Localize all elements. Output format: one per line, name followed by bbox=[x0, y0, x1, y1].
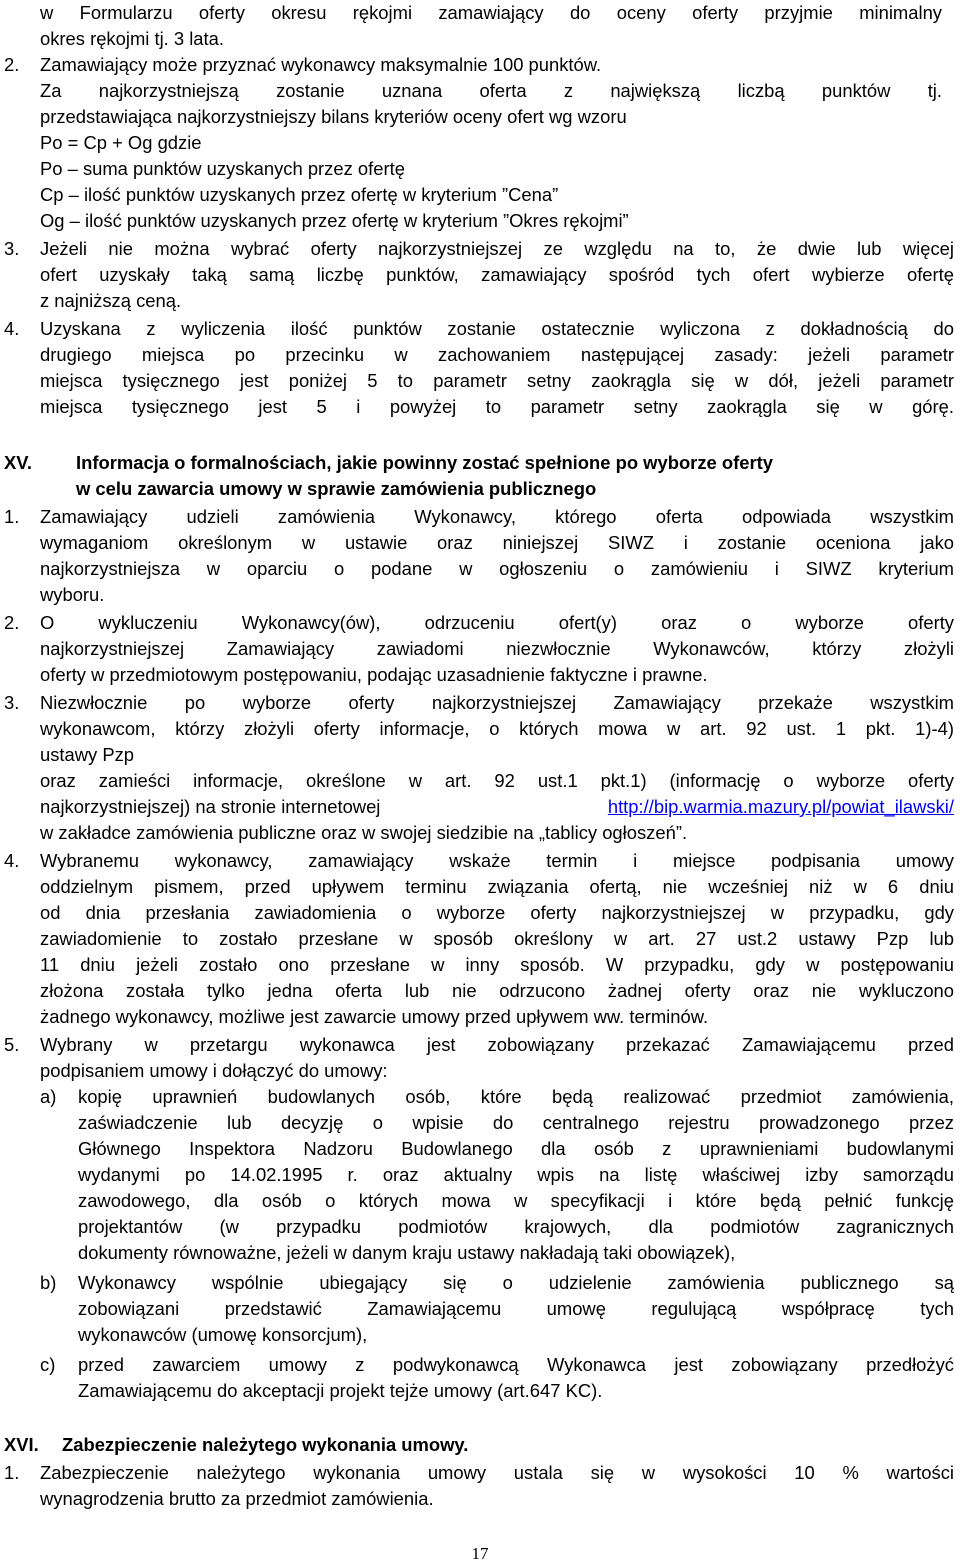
list-number: 3. bbox=[4, 238, 20, 259]
page-number: 17 bbox=[471, 1544, 489, 1563]
text-line: Wybrany w przetargu wykonawca jest zobowiązany przekazać Zamawiającemu przed bbox=[40, 1034, 954, 1055]
text-line: oddzielnym pismem, przed upływem terminu związania ofertą, nie wcześniej niż w 6 dniu bbox=[40, 876, 954, 897]
bip-link[interactable]: http://bip.warmia.mazury.pl/powiat_ilawski/ bbox=[607, 796, 954, 817]
text-line: w Formularzu oferty okresu rękojmi zamawiający do oceny oferty przyjmie minimalny bbox=[40, 2, 942, 23]
section-heading: Informacja o formalnościach, jakie powinny zostać spełnione po wyborze oferty bbox=[76, 452, 773, 473]
text-line: najkorzystniejszej Zamawiający zawiadomi niezwłocznie Wykonawców, którzy złożyli bbox=[40, 638, 954, 659]
list-number: 4. bbox=[4, 318, 20, 339]
text-line: złożona została tylko jedna oferta lub nie odrzucono żadnej oferty oraz nie wykluczono bbox=[40, 980, 954, 1001]
text-line: przedstawiająca najkorzystniejszy bilans kryteriów oceny ofert wg wzoru bbox=[40, 106, 627, 127]
text-line: wydanymi po 14.02.1995 r. oraz aktualny wpis na listę właściwej izby samorządu bbox=[78, 1164, 954, 1185]
text-line: ofert uzyskały taką samą liczbę punktów, zamawiający spośród tych ofert wybierze ofertę bbox=[40, 264, 954, 285]
text-line: miejsca tysięcznego jest 5 i powyżej to parametr setny zaokrągla się w górę. bbox=[40, 396, 954, 417]
text-line: wymaganiom określonym w ustawie oraz niniejszej SIWZ i zostanie oceniona jako bbox=[40, 532, 954, 553]
text-line: oferty w przedmiotowym postępowaniu, podając uzasadnienie faktyczne i prawne. bbox=[40, 664, 708, 685]
text-line: Uzyskana z wyliczenia ilość punktów zostanie ostatecznie wyliczona z dokładnością do bbox=[40, 318, 954, 339]
text-line: najkorzystniejsza w oparciu o podane w ogłoszeniu o zamówieniu i SIWZ kryterium bbox=[40, 558, 954, 579]
list-number: 2. bbox=[4, 612, 20, 633]
text-line: zawodowego, dla osób o których mowa w specyfikacji i które będą pełnić funkcję bbox=[78, 1190, 954, 1211]
text-line: Za najkorzystniejszą zostanie uznana oferta z największą liczbą punktów tj. bbox=[40, 80, 942, 101]
formula-line: Po = Cp + Og gdzie bbox=[40, 132, 202, 153]
list-number: 1. bbox=[4, 1462, 20, 1483]
text-line: Zabezpieczenie należytego wykonania umowy ustala się w wysokości 10 % wartości bbox=[40, 1462, 954, 1483]
text-line: O wykluczeniu Wykonawcy(ów), odrzuceniu ofert(y) oraz o wyborze oferty bbox=[40, 612, 954, 633]
text-line: wyboru. bbox=[40, 584, 105, 605]
text-line: Og – ilość punktów uzyskanych przez ofertę w kryterium ”Okres rękojmi” bbox=[40, 210, 629, 231]
text-line: zobowiązani przedstawić Zamawiającemu umowę regulującą współpracę tych bbox=[78, 1298, 954, 1319]
text-line: projektantów (w przypadku podmiotów krajowych, dla podmiotów zagranicznych bbox=[78, 1216, 954, 1237]
text-line: wykonawcom, którzy złożyli oferty informacje, o których mowa w art. 92 ust. 1 pkt. 1)-4) bbox=[40, 718, 954, 739]
text-line: Zamawiającemu do akceptacji projekt tejże umowy (art.647 KC). bbox=[78, 1380, 603, 1401]
text-line: Zamawiający może przyznać wykonawcy maksymalnie 100 punktów. bbox=[40, 54, 602, 75]
text-line: drugiego miejsca po przecinku w zachowaniem następującej zasady: jeżeli parametr bbox=[40, 344, 954, 365]
text-line: zawiadomienie to zostało przesłane w sposób określony w art. 27 ust.2 ustawy Pzp lub bbox=[40, 928, 954, 949]
list-number: 1. bbox=[4, 506, 20, 527]
text-line: Wybranemu wykonawcy, zamawiający wskaże termin i miejsce podpisania umowy bbox=[40, 850, 954, 871]
sub-list-letter: c) bbox=[40, 1354, 56, 1375]
text-line: Jeżeli nie można wybrać oferty najkorzystniejszej ze względu na to, że dwie lub więcej bbox=[40, 238, 954, 259]
list-number: 5. bbox=[4, 1034, 20, 1055]
text-line: kopię uprawnień budowlanych osób, które będą realizować przedmiot zamówienia, bbox=[78, 1086, 954, 1107]
text-line: w zakładce zamówienia publiczne oraz w swojej siedzibie na „tablicy ogłoszeń”. bbox=[40, 822, 688, 843]
text-line: okres rękojmi tj. 3 lata. bbox=[40, 28, 224, 49]
text-line: żadnego wykonawcy, możliwe jest zawarcie umowy przed upływem ww. terminów. bbox=[40, 1006, 709, 1027]
text-fragment: najkorzystniejszej) na stronie internetowej bbox=[40, 796, 381, 817]
text-line: wykonawców (umowę konsorcjum), bbox=[78, 1324, 368, 1345]
text-line: Głównego Inspektora Nadzoru Budowlanego dla osób z uprawnieniami budowlanymi bbox=[78, 1138, 954, 1159]
text-line: z najniższą ceną. bbox=[40, 290, 182, 311]
text-line-with-link bbox=[40, 794, 954, 820]
text-line: dokumenty równoważne, jeżeli w danym kraju ustawy nakładają taki obowiązek), bbox=[78, 1242, 736, 1263]
section-number: XVI. bbox=[4, 1434, 39, 1455]
text-line: Cp – ilość punktów uzyskanych przez ofertę w kryterium ”Cena” bbox=[40, 184, 559, 205]
text-line: miejsca tysięcznego jest poniżej 5 to parametr setny zaokrągla się w dół, jeżeli parametr bbox=[40, 370, 954, 391]
text-line: zaświadczenie lub decyzję o wpisie do centralnego rejestru prowadzonego przez bbox=[78, 1112, 954, 1133]
text-line: ustawy Pzp bbox=[40, 744, 135, 765]
list-number: 2. bbox=[4, 54, 20, 75]
text-line: podpisaniem umowy i dołączyć do umowy: bbox=[40, 1060, 388, 1081]
section-heading: Zabezpieczenie należytego wykonania umowy. bbox=[62, 1434, 469, 1455]
section-heading: w celu zawarcia umowy w sprawie zamówienia publicznego bbox=[76, 478, 597, 499]
text-line: Niezwłocznie po wyborze oferty najkorzystniejszej Zamawiający przekaże wszystkim bbox=[40, 692, 954, 713]
sub-list-letter: a) bbox=[40, 1086, 57, 1107]
text-line: wynagrodzenia brutto za przedmiot zamówienia. bbox=[40, 1488, 434, 1509]
text-line: Zamawiający udzieli zamówienia Wykonawcy, którego oferta odpowiada wszystkim bbox=[40, 506, 954, 527]
text-line: 11 dniu jeżeli zostało ono przesłane w inny sposób. W przypadku, gdy w postępowaniu bbox=[40, 954, 954, 975]
sub-list-letter: b) bbox=[40, 1272, 57, 1293]
text-line: Wykonawcy wspólnie ubiegający się o udzielenie zamówienia publicznego są bbox=[78, 1272, 954, 1293]
section-number: XV. bbox=[4, 452, 32, 473]
text-line: Po – suma punktów uzyskanych przez ofertę bbox=[40, 158, 405, 179]
text-line: oraz zamieści informacje, określone w art. 92 ust.1 pkt.1) (informację o wyborze oferty bbox=[40, 770, 954, 791]
list-number: 4. bbox=[4, 850, 20, 871]
text-line: przed zawarciem umowy z podwykonawcą Wykonawca jest zobowiązany przedłożyć bbox=[78, 1354, 954, 1375]
text-line: od dnia przesłania zawiadomienia o wyborze oferty najkorzystniejszej w przypadku, gdy bbox=[40, 902, 954, 923]
list-number: 3. bbox=[4, 692, 20, 713]
